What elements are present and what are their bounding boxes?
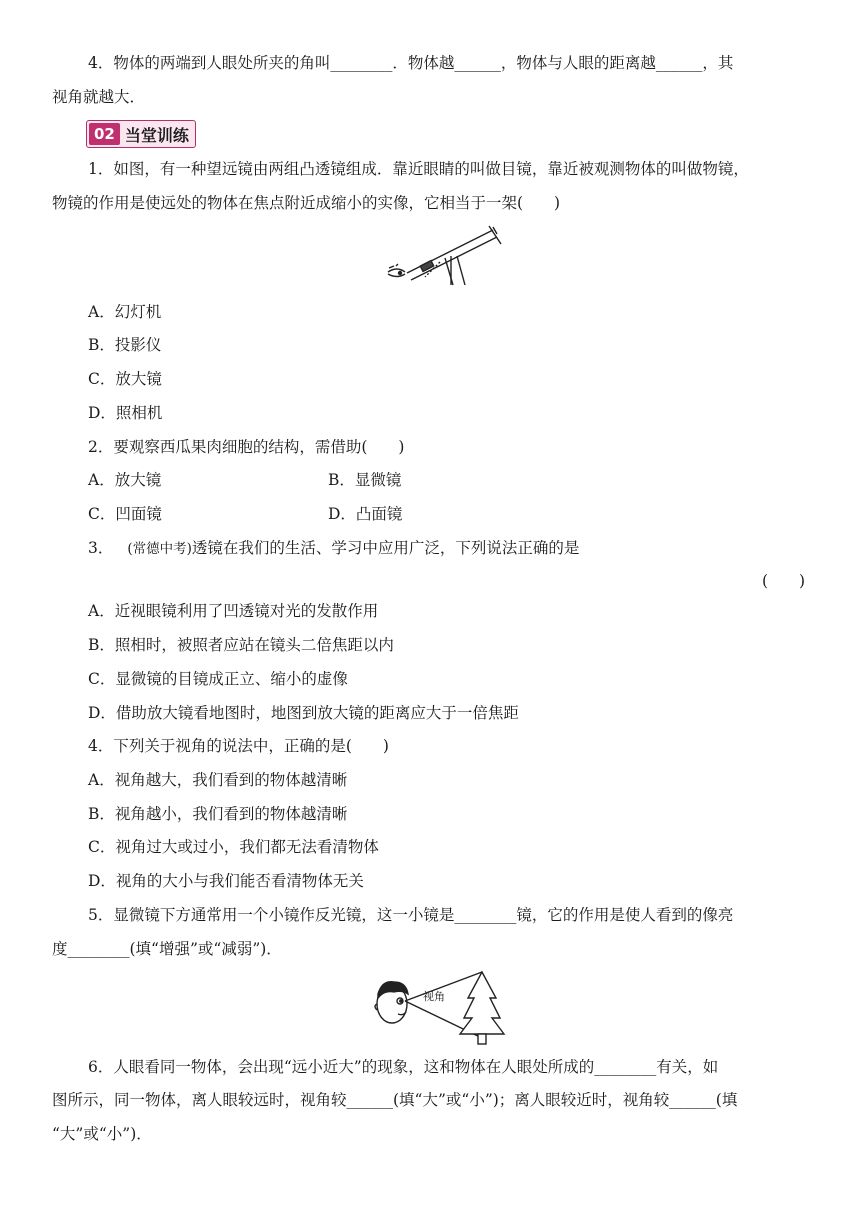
q6-line1: 6．人眼看同一物体，会出现“远小近大”的现象，这和物体在人眼处所成的________有关，如 — [88, 1058, 719, 1076]
q4-prev-line2: 视角就越大． — [52, 88, 146, 106]
q6-line3: “大”或“小”)． — [52, 1125, 152, 1143]
section-number: 02 — [89, 123, 120, 145]
section-title: 当堂训练 — [124, 125, 189, 145]
q3-bracket: ( ) — [762, 572, 806, 590]
visual-angle-figure — [372, 968, 532, 1048]
q4-option-d: D．视角的大小与我们能否看清物体无关 — [88, 872, 364, 890]
q4-option-c: C．视角过大或过小，我们都无法看清物体 — [88, 838, 379, 856]
q3-source: (常德中考) — [127, 541, 192, 557]
q6-line2: 图所示，同一物体，离人眼较远时，视角较______(填“大”或“小”)；离人眼较近时，视角较______(填 — [52, 1091, 738, 1109]
q1-option-c: C．放大镜 — [88, 370, 162, 388]
q1-option-d: D．照相机 — [88, 404, 163, 422]
q2-option-a: A．放大镜 — [88, 471, 162, 489]
section-header — [86, 120, 196, 148]
q1-line1: 1．如图，有一种望远镜由两组凸透镜组成．靠近眼睛的叫做目镜，靠近被观测物体的叫做物镜， — [88, 160, 749, 178]
telescope-figure — [385, 222, 505, 292]
tree-icon — [460, 972, 504, 1034]
visual-angle-label: 视角 — [423, 990, 445, 1003]
q3-number: 3． — [88, 539, 114, 557]
q3-option-a: A．近视眼镜利用了凹透镜对光的发散作用 — [88, 602, 379, 620]
q5-line1: 5．显微镜下方通常用一个小镜作反光镜，这一小镜是________镜，它的作用是使人看到的像亮 — [88, 906, 734, 924]
q3-stem-line — [88, 537, 579, 560]
q5-line2: 度________(填“增强”或“减弱”)． — [52, 940, 282, 958]
q1-option-b: B．投影仪 — [88, 336, 162, 354]
q3-option-d: D．借助放大镜看地图时，地图到放大镜的距离应大于一倍焦距 — [88, 704, 519, 722]
q3-option-b: B．照相时，被照者应站在镜头二倍焦距以内 — [88, 636, 394, 654]
q1-line2: 物镜的作用是使远处的物体在焦点附近成缩小的实像，它相当于一架( ) — [52, 194, 561, 212]
q4-option-a: A．视角越大，我们看到的物体越清晰 — [88, 771, 348, 789]
eye-icon — [388, 264, 405, 277]
q4-prev-line1: 4．物体的两端到人眼处所夹的角叫________．物体越______，物体与人眼的距离越______，其 — [88, 54, 734, 72]
q2-option-c: C．凹面镜 — [88, 505, 162, 523]
q2-option-b: B．显微镜 — [328, 471, 402, 489]
q2-stem: 2．要观察西瓜果肉细胞的结构，需借助( ) — [88, 438, 405, 456]
q1-option-a: A．幻灯机 — [88, 303, 162, 321]
q4-option-b: B．视角越小，我们看到的物体越清晰 — [88, 805, 348, 823]
q4-stem: 4．下列关于视角的说法中，正确的是( ) — [88, 737, 389, 755]
q3-option-c: C．显微镜的目镜成正立、缩小的虚像 — [88, 670, 348, 688]
q2-option-d: D．凸面镜 — [328, 505, 403, 523]
q3-stem: 透镜在我们的生活、学习中应用广泛，下列说法正确的是 — [191, 539, 580, 557]
